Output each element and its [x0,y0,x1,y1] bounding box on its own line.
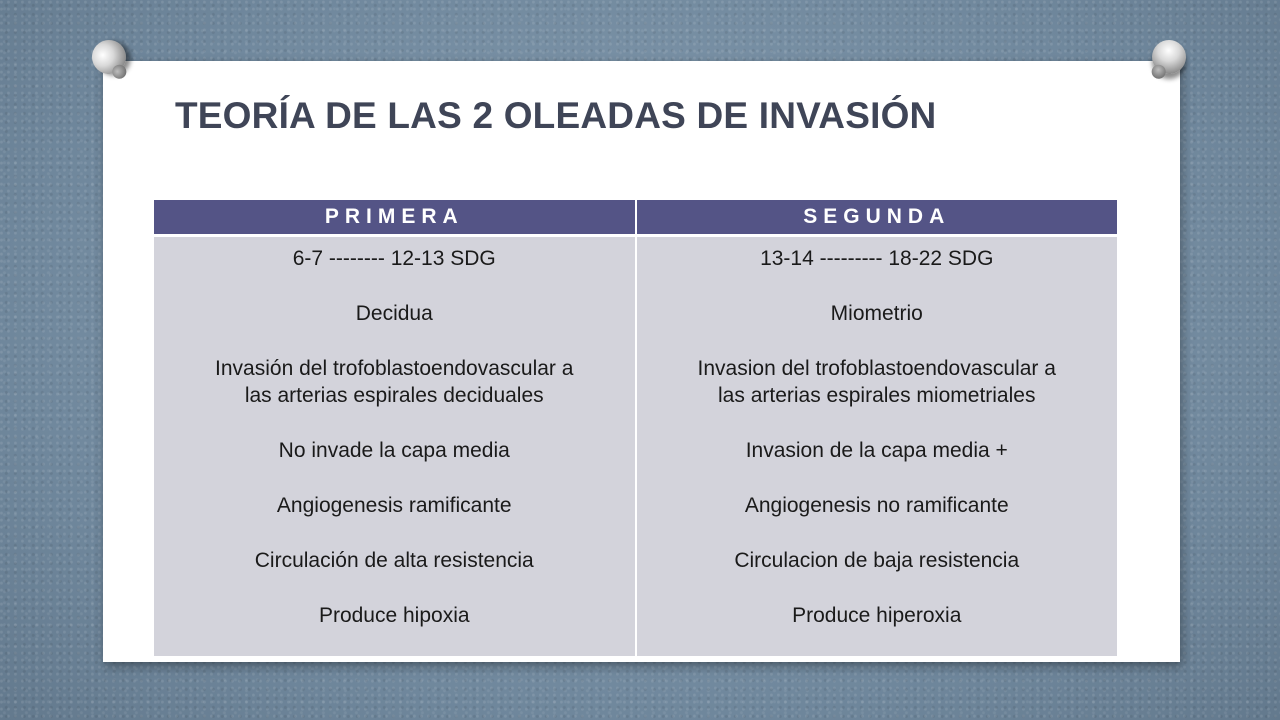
cell-text: 6-7 -------- 12-13 SDG [292,247,496,270]
cell-text: Angiogenesis no ramificante [744,494,1009,517]
list-item [745,492,1009,519]
cell-text: 13-14 --------- 18-22 SDG [760,247,994,270]
header-primera: PRIMERA [154,200,635,234]
column-primera [154,237,635,656]
list-item [279,437,510,464]
list-item [760,245,993,272]
cell-text: Circulación de alta resistencia [254,549,534,572]
cell-text: Produce hiperoxia [792,604,962,627]
list-item [734,547,1019,574]
list-item [831,300,923,327]
cell-text: Miometrio [830,302,923,325]
list-item [277,492,512,519]
comparison-table [154,200,1117,656]
cell-text: Invasion de la capa media + [745,439,1008,462]
column-segunda [635,237,1118,656]
list-item [215,355,573,409]
table-header-row [154,200,1117,237]
list-item [293,245,496,272]
pushpin-right-icon [1145,33,1192,80]
table-body-row [154,237,1117,656]
cell-text: Decidua [355,302,433,325]
list-item [356,300,433,327]
slide-title: TEORÍA DE LAS 2 OLEADAS DE INVASIÓN [175,95,937,136]
cell-text: No invade la capa media [278,439,510,462]
list-item [698,355,1056,409]
cell-text: las arterias espirales miometriales [718,384,1036,407]
cell-text: Circulacion de baja resistencia [734,549,1020,572]
header-segunda: SEGUNDA [635,200,1118,234]
list-item [746,437,1008,464]
cell-text: las arterias espirales deciduales [244,384,544,407]
cell-text: Angiogenesis ramificante [276,494,512,517]
list-item [255,547,534,574]
cell-text: Produce hipoxia [318,604,470,627]
cell-text: Invasion del trofoblastoendovascular a [697,357,1056,380]
list-item [792,602,961,629]
cell-text: Invasión del trofoblastoendovascular a [215,357,574,380]
pushpin-left-icon [85,33,132,80]
list-item [319,602,470,629]
